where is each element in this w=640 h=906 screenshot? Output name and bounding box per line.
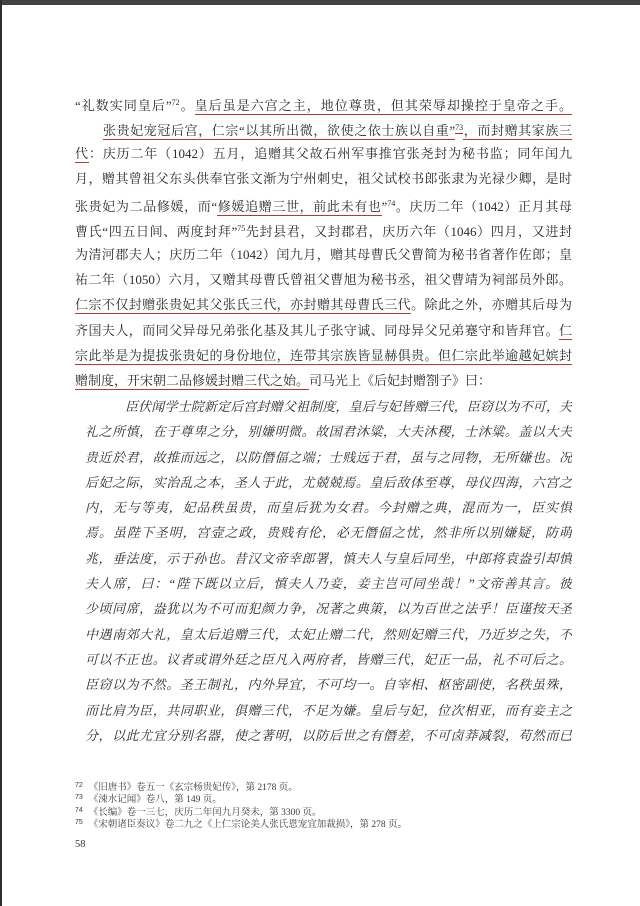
body-line [75,166,572,191]
quote-block [85,394,572,748]
underlined-run: 赠制度，开宋朝二品修媛封赠三代之始。 [75,373,310,389]
left-edge-bar [0,0,2,906]
quote-line: 夫人席，曰：“陛下既以立后，慎夫人乃妾，妾主岂可同坐哉！”文帝善其言。彼 [85,576,572,592]
footnote [75,780,572,792]
body-text [75,90,572,394]
quote-line: 礼之所慎，在于尊卑之分，别嫌明微。故国君沐粱，大夫沐稷，士沐粱。盖以大夫 [85,424,572,440]
quote-line: 臣窃以为不然。圣王制礼，内外异宜，不可均一。自宰相、枢密副使，名秩虽殊， [85,677,572,693]
body-line [75,343,572,368]
footnote-text: 《长编》卷一三七，庆历二年闰九月癸未，第 3300 页。 [88,807,322,818]
footnote-number: 73 [75,794,83,802]
top-edge-bar [0,0,640,5]
underlined-run: 修媛追赠三世，前此未有也 [217,199,382,215]
underlined-run: 张贵妃宠冠后宫，仁宗“以其所出微，欲使之依士族以自重” [103,123,456,139]
footnote-ref: 73 [455,123,464,133]
body-line [75,115,572,140]
body-line [75,292,572,317]
body-line [75,141,572,166]
text-run: 司马光上《后妃封赠劄子》曰： [309,373,492,389]
footnote-number: 75 [75,819,83,827]
body-line [75,216,572,241]
quote-line: 后妃之际，实治乱之本，圣人于此，尤兢兢焉。皇后敌体至尊，母仪四海，六宫之 [85,474,572,490]
quote-line: 兆，垂法度，示于孙也。昔汉文帝幸郎署，慎夫人与皇后同坐，中郎将袁盎引却慎 [85,550,572,566]
underlined-run: 宗此举是为提拔张贵妃的身份地位，连带其宗族皆显赫俱贵。但仁宗此举逾越妃嫔封 [75,347,572,363]
underlined-run: 仁 [558,322,572,338]
text-run: 张贵妃为二品修媛，而“ [75,199,218,215]
text-run: 。除此之外，亦赠其后母为 [411,297,572,313]
underlined-run: ，而封赠其家族三 [463,123,572,139]
text-run: 月，赠其曾祖父东头供奉官张文渐为宁州刺史，祖父试校书郎张隶为光禄少卿，是时 [75,170,572,186]
text-run: ：庆历二年（1042）五月，追赠其父故石州军事推官张尧封为秘书监；同年闰九 [88,145,572,161]
footnote-text: 《涑水记闻》卷八，第 149 页。 [88,795,222,806]
underlined-run: 仁宗不仅封赠张贵妃其父张氏三代，亦封赠其母曹氏三代 [75,297,412,313]
body-line [75,318,572,343]
body-line [75,90,572,115]
body-line [75,191,572,216]
text-run: 曹氏“四五日间、两度封拜” [75,224,238,240]
quote-line: 可以不正也。议者或谓外廷之臣凡入两府者，皆赠三代，妃正一品，礼不可后之。 [85,651,572,667]
footnote-ref: 72 [171,98,180,107]
footnotes [75,780,572,830]
text-run: 为清河郡夫人；庆历二年（1042）闰九月，赠其母曹氏父曹简为秘书省著作佐郎；皇 [75,246,572,262]
quote-line: 中遇南郊大礼，皇太后追赠三代，太妃止赠二代，然则妃赠三代，乃近岁之失，不 [85,626,572,642]
text-run: 祐二年（1050）六月，又赠其母曹氏曾祖父曹旭为秘书丞，祖父曹靖为祠部员外郎。 [75,272,572,288]
footnote [75,792,572,804]
page-number: 58 [75,839,86,850]
quote-line: 少顷同席，盎犹以为不可而犯颜力争，况著之典策，以为百世之法乎！臣谨按天圣 [85,601,572,617]
underlined-run: 代 [75,145,89,161]
text-run: 。庆历二年（1042）正月其母 [395,199,572,215]
footnote [75,805,572,817]
text-run: 先封县君，又封郡君，庆历六年（1046）四月，又进封 [245,224,572,240]
quote-line: 而比肩为臣，共同职业，俱赠三代，不足为嫌。皇后与妃，位次相亚，而有妾主之 [85,702,572,718]
text-run: 齐国夫人，而同父异母兄弟张化基及其儿子张守诚、同母异父兄弟蹇守和皆拜官。 [75,322,559,338]
footnote-number: 72 [75,782,83,789]
body-line [75,368,572,393]
body-line [75,242,572,267]
quote-line: 分，以此尤宜分别名器，使之著明，以防后世之有僭差，不可卤莽减裂，苟然而已 [85,727,572,743]
quote-line: 焉。虽陛下圣明，宫壸之政，贵贱有伦，必无僭偪之忧，然非所以别嫌疑，防萌 [85,525,572,541]
footnote-ref: 74 [387,199,396,209]
footnote-ref: 75 [237,224,246,234]
footnote-number: 74 [75,806,83,814]
footnote [75,817,572,829]
body-line [75,267,572,292]
quote-line: 臣伏闻学士院新定后宫封赠父祖制度，皇后与妃皆赠三代，臣窃以为不可，夫 [125,399,572,414]
text-run: ” [381,199,388,215]
text-run: “礼数实同皇后” [75,98,172,113]
quote-line: 贵近於君，故推而远之，以防僭偪之端；士贱远于君，虽与之同物，无所嫌也。况 [85,449,572,465]
text-run: 。 [179,98,195,113]
footnote-text: 《宋朝诸臣奏议》卷二九之《上仁宗论美人张氏恩宠宜加裁损》，第 278 页。 [88,820,408,831]
quote-line: 内，无与等夷，妃品秩虽贵，而皇后犹为女君。今封赠之典，混而为一，臣实惧 [85,500,572,516]
underlined-run: 皇后虽是六宫之主，地位尊贵，但其荣辱却操控于皇帝之手。 [194,98,572,113]
footnote-text: 《旧唐书》卷五一《玄宗杨贵妃传》，第 2178 页。 [88,783,298,793]
